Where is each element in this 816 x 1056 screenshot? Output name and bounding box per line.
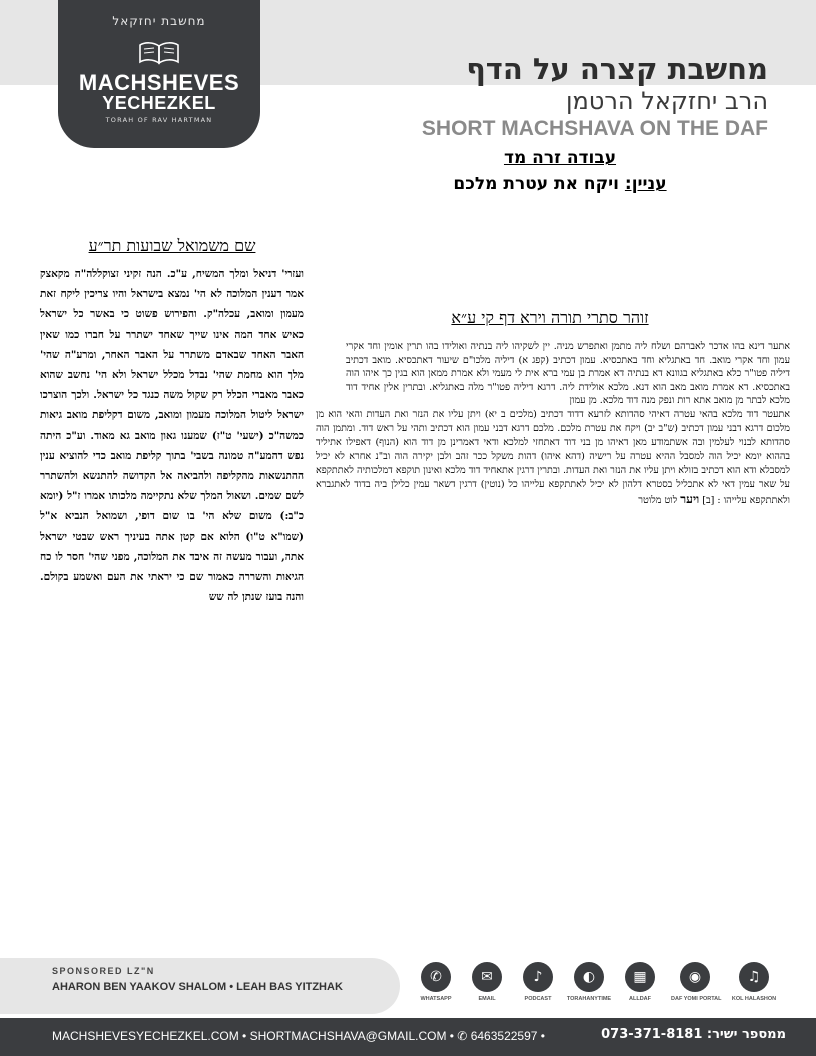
- podcast-icon: ♪: [523, 962, 553, 992]
- zohar-paragraph-1: אתער דינא בהו אדכר לאברהם ושלח ליה מתמן ואתפרש מניה. יין לשקיהו ליה בנתיה ואולידו בהו תרין אומין וחד אקרי עמון וחד אקרי מואב. חד באתגליא וחד באתכסיא. עמון דכתיב (קפג א) דיליה מלכו"ם שיעור דאתכסיא. מואב דכתיב דיליה פטו"ר כלא באתגליא בגוונא דא בנתיה דא אמרת בן עמי ברא אית לי מעמי ולא אמרת ממאן הוא בגין כך איהו הוה באתכסיא. דא אמרת מואב מאב הוא דנא. מלכא אולידת ליה. דרגא דיליה פטו"ר מלה באתגליא. ובתרין אלין אחיד דוד מלכא לבתר מן מואב אתא רות ונפק מנה דוד מלכא. מן עמון: [346, 341, 790, 407]
- next-word-vayar: ויער: [680, 491, 700, 506]
- kol-halashon-icon: ♫: [739, 962, 769, 992]
- kol-halashon-label: KOL HALASHON: [731, 996, 777, 1002]
- whatsapp-link[interactable]: [412, 962, 460, 1002]
- topic-label: עניין:: [624, 174, 667, 194]
- email-label: EMAIL: [478, 996, 496, 1002]
- dafyomi-portal-link[interactable]: [671, 962, 722, 1002]
- left-column-text: ועזרי' דניאל ומלך המשיח, ע"כ. הנה זקיני זצוקללה"ה מקאצק אמר דענין המלוכה לא הי' נמצא בישראל והיו צריכין ליקח זאת מעמון ומואב, עכלה"ק. והפירוש פשוט כי באשר כל ישראל כאיש אחד המה אינו שייך שאחד ישתרר על חברו כמו שאין האבר האחד שבאדם משתרר על האבר האחר, ומרע"ה שהי' מלך הוא מחמת שהי' נבדל מכלל ישראל ולא הי' נחשב שהוא כאבר מאברי הכלל רק שקול משה כנגד כל ישראל. ולכך הוצרכו ישראל ליטול המלוכה מעמון ומואב, משום דקליפת מואב גיאות כמשה"כ (ישעי' ט"ז) שמענו גאון מואב גא מאוד. וע"כ היתה נפש דהמע"ה טמונה בשבי' בתוך קליפת מואב כדי להוציא ענין ההתנשאות מהקליפה ולהביאה אל הקדושה להתנשא ולהשתרר לשם שמים. ושאול המלך שלא נתקיימה מלכותו אמרו ז"ל (יומא כ"ב:) משום שלא הי' בו שום דופי, ושמואל הנביא א"ל (שמו"א ט"ו) הלוא אם קטן אתה בעיניך ראש שבטי ישראל אתה, ועבור מעשה זה איבד את המלוכה, מפני שהי' חסר לו כח הגיאות והשררה כאמור שם כי יראתי את העם ואשמע בקולם. והנה בועז שנתן לה שש: [40, 268, 304, 604]
- logo-line1: MACHSHEVES: [78, 70, 240, 95]
- alldaf-icon: ▦: [625, 962, 655, 992]
- kol-halashon-link[interactable]: [730, 962, 778, 1002]
- logo[interactable]: [58, 0, 260, 148]
- footer-bar: [0, 1018, 816, 1056]
- left-column-title: שם משמואל שבועות תר״ע: [88, 236, 256, 255]
- link-icons: [412, 962, 784, 1008]
- sponsor-names: AHARON BEN YAAKOV SHALOM • LEAH BAS YITZHAK: [52, 981, 343, 993]
- torahanytime-icon: ◐: [574, 962, 604, 992]
- podcast-link[interactable]: [514, 962, 562, 1002]
- torahanytime-link[interactable]: [565, 962, 613, 1002]
- sponsor-label: SPONSORED LZ"N: [52, 966, 155, 976]
- footnote-marker: [ב]: [702, 494, 715, 506]
- logo-hebrew: מחשבת יחזקאל: [112, 14, 206, 28]
- zohar-paragraph-2: [316, 408, 790, 508]
- right-column-title: זוהר סתרי תורה וירא דף קי ע״א: [451, 308, 649, 327]
- right-column: [316, 308, 790, 508]
- whatsapp-label: WHATSAPP: [420, 996, 452, 1002]
- alldaf-label: ALLDAF: [629, 996, 651, 1002]
- zohar-paragraph-2-text: אתעטר דוד מלכא בהאי עטרה דאיהי סהדותא לזרעא דדוד דכתיב (מלכים ב יא) ויתן עליו את הנזר ואת העדות והאי הוא מן מלכום דרגא דבני עמון דכתיב (ש"ב יב) ויקח את עטרת מלכם. מלכם דרגא דבני עמון הוא דכתיב ותהי על ראש דוד. ומתמן הוה סהדותא לבנוי לעלמין ובה אשתמודע מאן דאיהו מן בני דוד דאתחזי למלכא ודאי דאמרינן מן דוד הוא (הנוף) דאפילו אתיליד בההוא יומא יכיל הוה למסבל ההיא עטרה על רישיה (דהא איהו) דהות משקל ככר זהב ולבן יקירה הוה וב"נ אחרא לא יכיל למסבלא ודא הוא דכתיב בזולא ויתן עליו את הנזר ואת העדות. ובתרין דרגין אתאחיד דוד מלכא ואינון תוקפא דמלכותיה לאתתקפא על שאר עמין דאי לא אתכליל בסטרא דלהון לא יכיל לאתתקפא עלייהו כל (נוטין) דרגין דשאר עמין כלילן ביה בדוד לאתגברא ולאתתקפא עלייהו :: [316, 408, 790, 506]
- page-title: מחשבת קצרה על הדף: [466, 52, 768, 86]
- topic-text: ויקח את עטרת מלכם: [453, 174, 625, 194]
- logo-tagline: TORAH OF RAV HARTMAN: [105, 116, 213, 124]
- dafyomi-portal-label: DAF YOMI PORTAL: [671, 996, 722, 1002]
- book-icon: [139, 40, 179, 66]
- email-link[interactable]: [463, 962, 511, 1002]
- rabbi-name: הרב יחזקאל הרטמן: [565, 87, 768, 115]
- left-column: [40, 236, 304, 607]
- footer-phone-hebrew[interactable]: ממספר ישיר: 073-371-8181: [601, 1027, 786, 1042]
- masechta-heading: עבודה זרה מד: [503, 148, 617, 168]
- alldaf-link[interactable]: [616, 962, 664, 1002]
- footer-contacts[interactable]: MACHSHEVESYECHEZKEL.COM • SHORTMACHSHAVA@GMAIL.COM • ✆ 6463522597 •: [52, 1029, 545, 1043]
- english-title: SHORT MACHSHAVA ON THE DAF: [421, 117, 768, 140]
- topic-heading: [360, 174, 760, 194]
- zohar-ending: לוט מלוטר: [638, 494, 678, 506]
- torahanytime-label: TORAHANYTIME: [566, 996, 612, 1002]
- email-icon: ✉: [472, 962, 502, 992]
- dafyomi-portal-icon: ◉: [680, 962, 710, 992]
- whatsapp-icon: ✆: [421, 962, 451, 992]
- podcast-label: PODCAST: [524, 996, 552, 1002]
- logo-line2: YECHEZKEL: [102, 93, 216, 113]
